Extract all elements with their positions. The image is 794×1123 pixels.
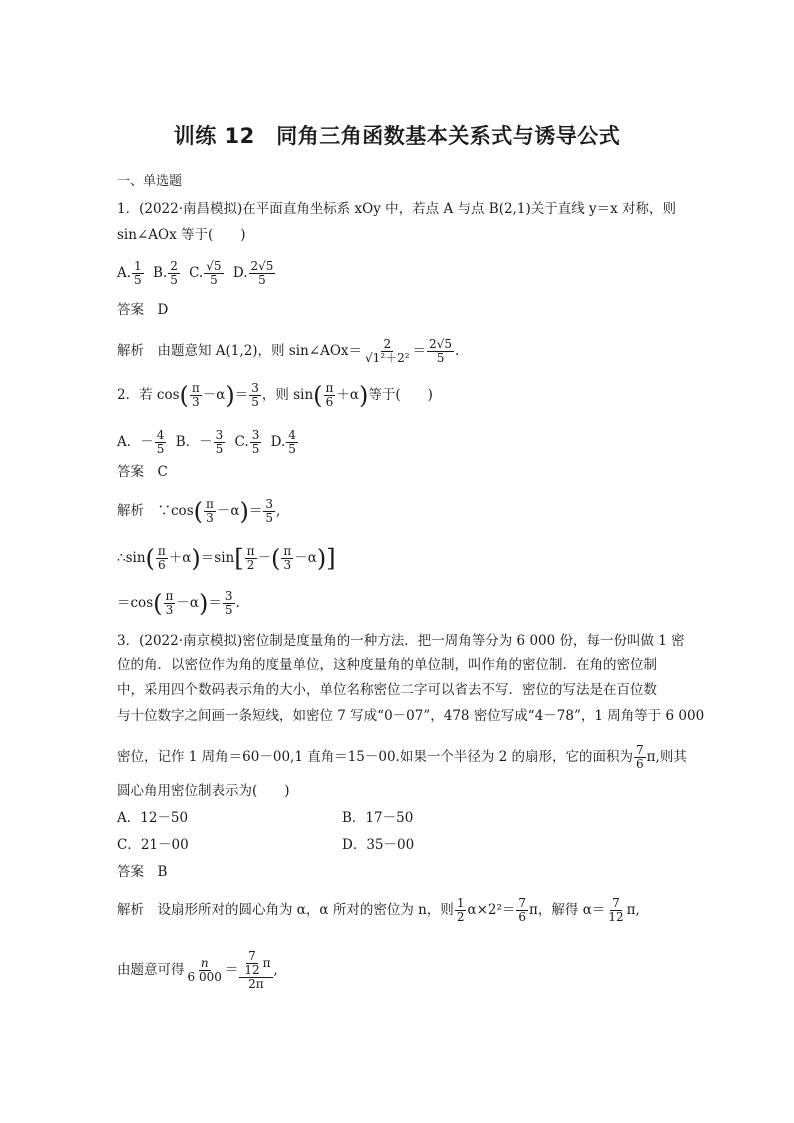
q2-options	[117, 429, 299, 456]
q3-option-a: A．12－50	[117, 810, 189, 826]
q1-option-c: C. $\frac{√5}{5}$	[189, 259, 222, 287]
page-title: 训练 12 同角三角函数基本关系式与诱导公式	[173, 124, 621, 148]
q3-stem-line6: 圆心角用密位制表示为( )	[117, 783, 290, 799]
q1-stem-line1	[117, 199, 676, 219]
q3-answer-value: B	[157, 864, 168, 880]
q2-option-c: C. $\frac{3}{5}$	[234, 428, 260, 456]
q1-option-b: B. $\frac{2}{5}$	[152, 259, 178, 287]
section-heading: 一、单选题	[117, 174, 183, 189]
q3-analysis-line2: 由题意可得 $\frac{n}{6 000}$ ＝ $\frac{7}{12}$ π 2π ,	[117, 949, 278, 991]
q2-option-d: D. $\frac{4}{5}$	[270, 428, 296, 456]
q3-stem-line5: 密位，记作 1 周角＝60－00,1 直角＝15－00.如果一个半径为 2 的扇形，它的面积为 $\frac{7}{6}$ π,则其	[117, 743, 687, 771]
q3-analysis-line1: 解析 设扇形所对的圆心角为 α，α 所对的密位为 n，则 $\frac{1}{2}$ α×2²＝ $\frac{7}{6}$ π，解得 α＝ $\frac{7}{12}$ π,	[117, 896, 640, 924]
q2-answer-value: C	[157, 464, 168, 480]
q1-stem-line2: sin∠AOx 等于( )	[117, 227, 246, 243]
q3-option-c: C．21－00	[117, 837, 189, 853]
q1-answer: 答案 D	[117, 302, 169, 318]
q1-analysis: 解析 由题意知 A(1,2)，则 sin∠AOx＝ $\frac{2}{\text{√1²＋2²}}$ ＝ $\frac{2√5}{5}$ .	[117, 337, 460, 365]
q3-stem-line3: 中，采用四个数码表示角的大小，单位名称密位二字可以省去不写．密位的写法是在百位数	[117, 682, 657, 698]
q1-answer-value: D	[157, 302, 169, 318]
q2-option-b: B．－ $\frac{3}{5}$	[175, 428, 224, 456]
q1-option-a: A. $\frac{1}{5}$	[117, 259, 142, 287]
q1-option-d: D. $\frac{2√5}{5}$	[232, 259, 274, 287]
q3-answer: 答案 B	[117, 864, 168, 880]
q1-stem-text1: 1．(2022·南昌模拟)在平面直角坐标系 xOy 中，若点 A 与点 B(2,1)关于直线 y＝x 对称，则	[117, 201, 677, 217]
q2-answer: 答案 C	[117, 464, 168, 480]
q3-stem-line2: 位的角．以密位作为角的度量单位，这种度量角的单位制，叫作角的密位制．在角的密位制	[117, 657, 657, 673]
q3-stem-line4: 与十位数字之间画一条短线，如密位 7 写成“0－07”，478 密位写成“4－78”，1 周角等于 6 000	[117, 708, 705, 724]
q1-options	[117, 260, 276, 287]
q3-option-d: D．35－00	[342, 837, 415, 853]
q3-option-b: B．17－50	[342, 810, 414, 826]
q2-analysis-line1: 解析 ∵cos( $\frac{\pi}{3}$ －α)＝ $\frac{3}{5}$ ,	[117, 497, 281, 526]
q2-stem: 2．若 cos( $\frac{\pi}{3}$ －α)＝ $\frac{3}{5}$ ，则 sin( $\frac{\pi}{6}$ ＋α)等于( )	[117, 381, 433, 410]
q2-analysis-line2: ∴sin( $\frac{\pi}{6}$ ＋α)＝sin[ $\frac{\pi}{2}$ －( $\frac{\pi}{3}$ －α)]	[117, 544, 336, 573]
q3-stem-line1: 3．(2022·南京模拟)密位制是度量角的一种方法．把一周角等分为 6 000 份，每一份叫做 1 密	[117, 633, 685, 649]
q2-analysis-line3: ＝cos( $\frac{\pi}{3}$ －α)＝ $\frac{3}{5}$ .	[117, 589, 240, 618]
q2-option-a: A．－ $\frac{4}{5}$	[117, 428, 165, 456]
